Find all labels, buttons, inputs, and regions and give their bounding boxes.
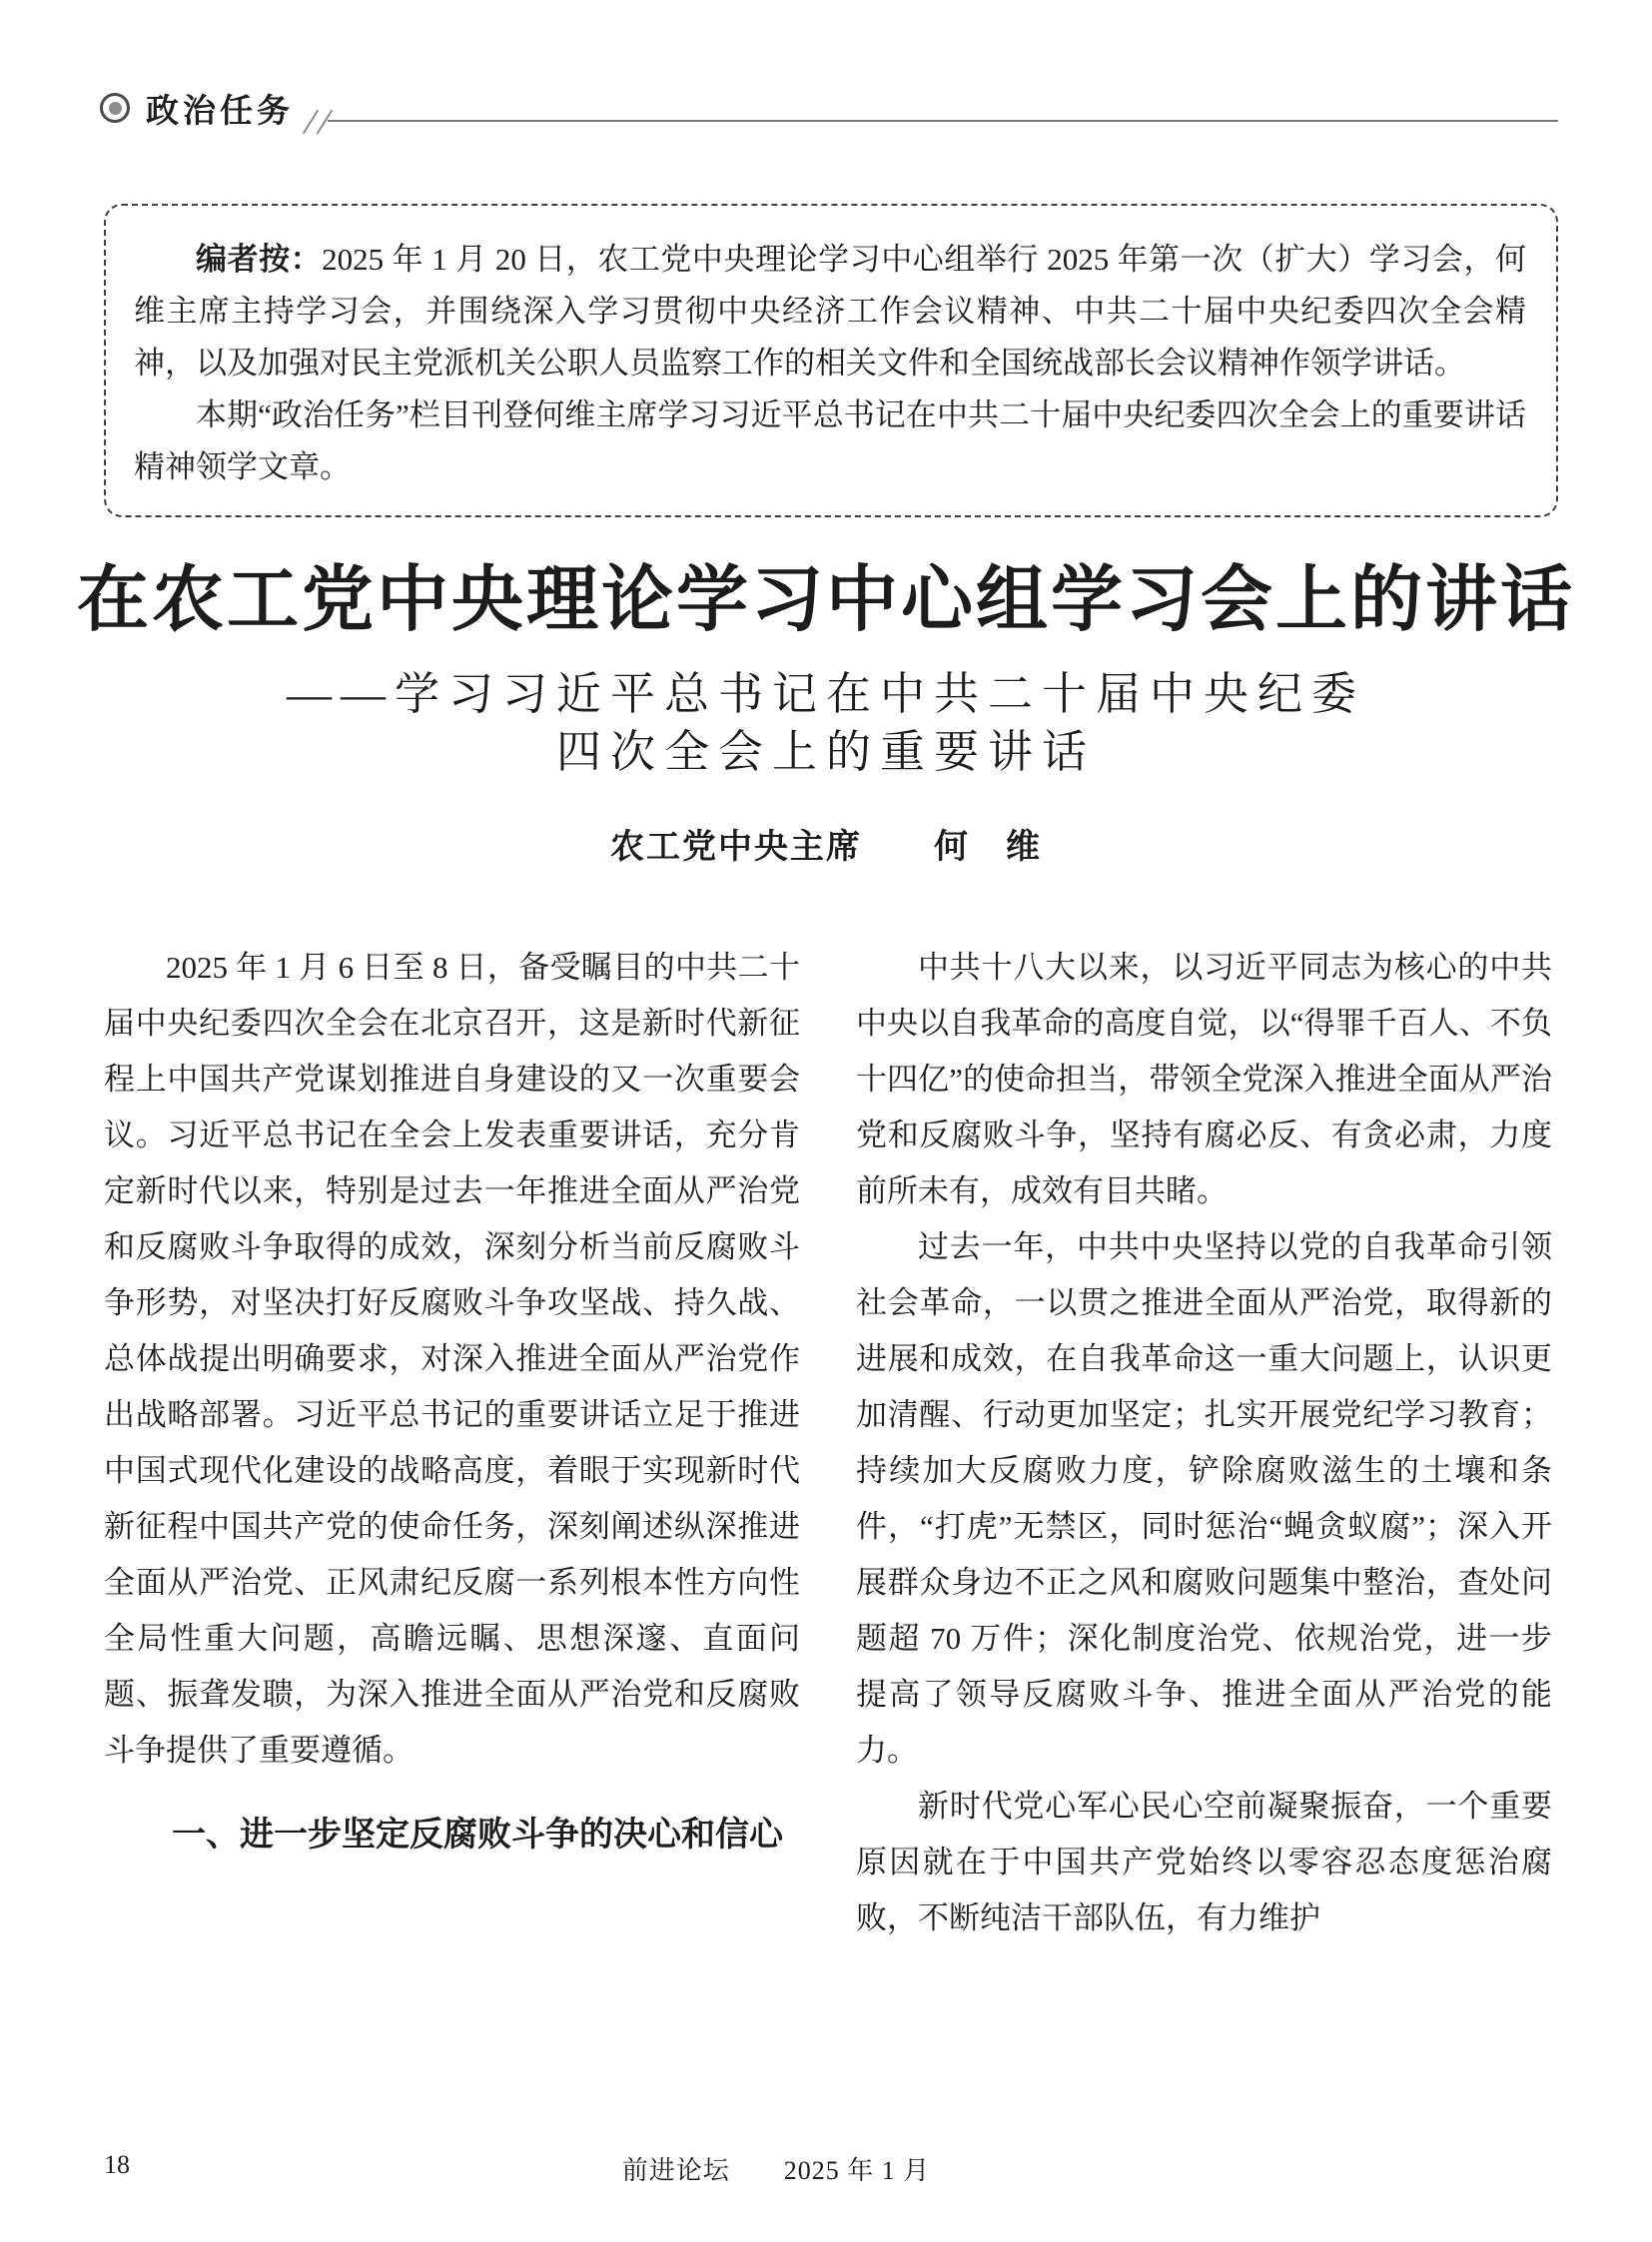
- editor-note-paragraph-1-text: 2025 年 1 月 20 日，农工党中央理论学习中心组举行 2025 年第一次（扩大）学习会，何维主席主持学习会，并围绕深入学习贯彻中央经济工作会议精神、中共二十届中央纪委四次全会精神，以及加强对民主党派机关公职人员监察工作的相关文件和全国统战部长会议精神作领学讲话。: [134, 242, 1526, 380]
- left-column: [104, 940, 800, 1946]
- rule-slash-icon: [317, 110, 334, 135]
- article-subtitle-line-1: ——学习习近平总书记在中共二十届中央纪委: [286, 668, 1365, 719]
- right-column: [856, 940, 1552, 1946]
- section-header: [100, 88, 1558, 128]
- body-paragraph: 中共十八大以来，以习近平同志为核心的中共中央以自我革命的高度自觉，以“得罪千百人、不负十四亿”的使命担当，带领全党深入推进全面从严治党和反腐败斗争，坚持有腐必反、有贪必肃，力度前所未有，成效有目共睹。: [856, 949, 1552, 1208]
- editor-note-paragraph-2: 本期“政治任务”栏目刊登何维主席学习习近平总书记在中共二十届中央纪委四次全会上的重要讲话精神领学文章。: [134, 397, 1526, 484]
- article-subtitle: [0, 665, 1652, 781]
- article-title: 在农工党中央理论学习中心组学习会上的讲话: [76, 560, 1575, 640]
- editor-note-paragraph-1: [134, 234, 1526, 389]
- body-paragraph: 新时代党心军心民心空前凝聚振奋，一个重要原因就在于中国共产党始终以零容忍态度惩治腐败，不断纯洁干部队伍，有力维护: [856, 1788, 1552, 1935]
- editor-note-box: [104, 204, 1558, 517]
- section-heading-1: 一、进一步坚定反腐败斗争的决心和信心: [172, 1815, 783, 1854]
- journal-title: 前进论坛 2025 年 1 月: [621, 2156, 931, 2185]
- section-label: 政治任务: [146, 91, 294, 129]
- body-paragraph: 过去一年，中共中央坚持以党的自我革命引领社会革命，一以贯之推进全面从严治党，取得新的进展和成效，在自我革命这一重大问题上，认识更加清醒、行动更加坚定；扎实开展党纪学习教育；持续加大反腐败力度，铲除腐败滋生的土壤和条件，“打虎”无禁区，同时惩治“蝇贪蚁腐”；深入开展群众身边不正之风和腐败问题集中整治，查处问题超 70 万件；深化制度治党、依规治党，进一步提高了领导反腐败斗争、推进全面从严治党的能力。: [856, 1228, 1552, 1768]
- body-paragraph: 2025 年 1 月 6 日至 8 日，备受瞩目的中共二十届中央纪委四次全会在北京召开，这是新时代新征程上中国共产党谋划推进自身建设的又一次重要会议。习近平总书记在全会上发表重要讲话，充分肯定新时代以来，特别是过去一年推进全面从严治党和反腐败斗争取得的成效，深刻分析当前反腐败斗争形势，对坚决打好反腐败斗争攻坚战、持久战、总体战提出明确要求，对深入推进全面从严治党作出战略部署。习近平总书记的重要讲话立足于推进中国式现代化建设的战略高度，着眼于实现新时代新征程中国共产党的使命任务，深刻阐述纵深推进全面从严治党、正风肃纪反腐一系列根本性方向性全局性重大问题，高瞻远瞩、思想深邃、直面问题、振聋发聩，为深入推进全面从严治党和反腐败斗争提供了重要遵循。: [104, 949, 800, 1768]
- section-bullet-icon: [100, 93, 130, 123]
- page-footer: [104, 2150, 1558, 2184]
- page-number: 18: [104, 2150, 130, 2179]
- section-bullet-dot: [109, 102, 122, 115]
- article-author: 农工党中央主席 何 维: [610, 827, 1042, 866]
- article-subtitle-line-2: 四次全会上的重要讲话: [555, 726, 1096, 777]
- body-columns: [104, 940, 1552, 1946]
- editor-note-label: 编者按：: [196, 242, 323, 277]
- section-rule: [328, 120, 1558, 122]
